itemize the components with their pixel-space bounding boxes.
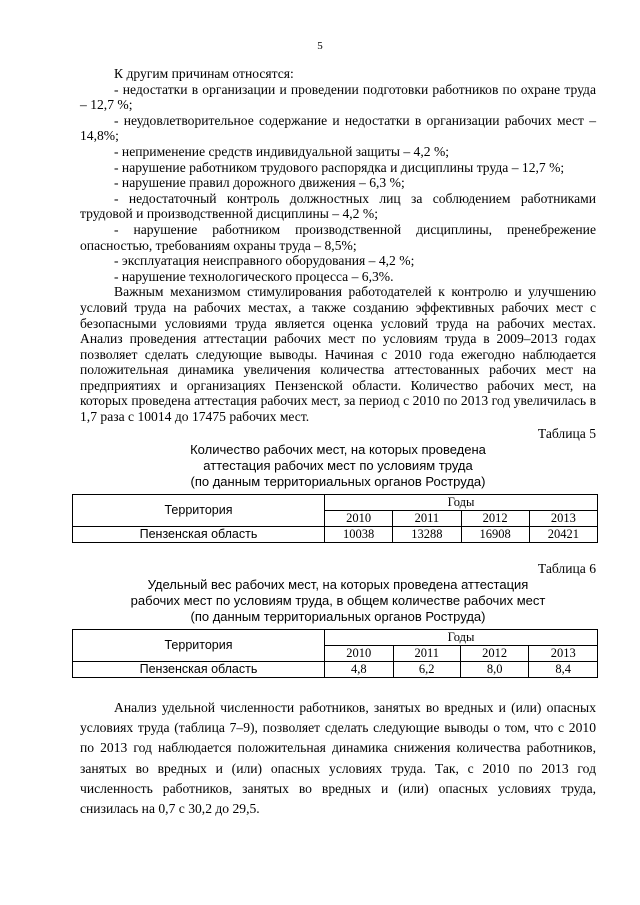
table6 — [72, 629, 598, 678]
table6-value: 8,0 — [460, 661, 529, 677]
attestation-paragraph: Важным механизмом стимулирования работодателей к контролю и улучшению условий труда на рабочих местах, а также созданию эффективных рабочих мест с безопасными условиями труда является оценка условий труда на рабочих местах. Анализ проведения аттестации рабочих мест по условиям труда в 2009–2013 годах позволяет сделать следующие выводы. Начиная с 2010 года ежегодно наблюдается положительная динамика увеличения количества аттестованных рабочих мест на предприятиях и организациях Пензенской области. Количество рабочих мест, на которых проведена аттестация рабочих мест, за период с 2010 по 2013 год увеличилась в 1,7 раза с 10014 до 17475 рабочих мест. — [80, 284, 596, 425]
table5-value: 10038 — [325, 526, 393, 542]
table6-caption-line: Удельный вес рабочих мест, на которых проведена аттестация — [147, 576, 529, 592]
table6-row-name: Пензенская область — [73, 661, 325, 677]
table5-year: 2013 — [529, 510, 597, 526]
table6-year: 2011 — [393, 645, 460, 661]
page-body — [80, 66, 596, 819]
table5-label: Таблица 5 — [537, 425, 596, 441]
reason-item: - нарушение работником производственной дисциплины, пренебрежение опасностью, требованиям охраны труда – 8,5%; — [80, 221, 596, 253]
reason-item: - нарушение работником трудового распорядка и дисциплины труда – 12,7 %; — [114, 159, 565, 175]
table6-caption-line: (по данным территориальных органов Роструда) — [190, 608, 486, 624]
table5-header-territory: Территория — [73, 494, 325, 526]
table5-caption-line: (по данным территориальных органов Роструда) — [190, 473, 486, 489]
reason-item: - недостатки в организации и проведении подготовки работников по охране труда – 12,7 %; — [80, 81, 596, 113]
page-number: 5 — [317, 40, 323, 52]
table5-caption — [80, 442, 596, 490]
table5-value: 20421 — [529, 526, 597, 542]
table5-value: 13288 — [393, 526, 461, 542]
reason-item: - эксплуатация неисправного оборудования – 4,2 %; — [114, 253, 415, 269]
table6-value: 6,2 — [393, 661, 460, 677]
table5-row-name: Пензенская область — [73, 526, 325, 542]
reasons-intro: К другим причинам относятся: — [114, 66, 294, 81]
table6-year: 2010 — [325, 645, 394, 661]
reason-item: - нарушение технологического процесса – 6,3%. — [114, 268, 394, 284]
table5-year: 2010 — [325, 510, 393, 526]
table5-year: 2012 — [461, 510, 529, 526]
table5-value: 16908 — [461, 526, 529, 542]
table5-caption-line: Количество рабочих мест, на которых проведена — [190, 441, 486, 457]
table5-year: 2011 — [393, 510, 461, 526]
table6-caption-line: рабочих мест по условиям труда, в общем количестве рабочих мест — [130, 592, 546, 608]
table6-header-years: Годы — [325, 629, 598, 645]
hazard-paragraph: Анализ удельной численности работников, занятых во вредных и (или) опасных условиях труда (таблица 7–9), позволяет сделать следующие выводы о том, что с 2010 по 2013 год наблюдается положительная динамика снижения количества работников, занятых во вредных и (или) опасных условиях труда. Так, с 2010 по 2013 год численность работников, занятых во вредных и (или) опасных условиях труда, снизилась на 0,7 с 30,2 до 29,5. — [80, 699, 596, 817]
table6-label: Таблица 6 — [537, 560, 596, 576]
table6-year: 2012 — [460, 645, 529, 661]
table5 — [72, 494, 598, 543]
table6-caption — [80, 577, 596, 625]
reason-item: - нарушение правил дорожного движения – 6,3 %; — [114, 175, 405, 191]
table6-value: 4,8 — [325, 661, 394, 677]
table6-year: 2013 — [529, 645, 598, 661]
reason-item: - недостаточный контроль должностных лиц за соблюдением работниками трудовой и производственной дисциплины – 4,2 %; — [80, 190, 596, 222]
table5-caption-line: аттестация рабочих мест по условиям труда — [203, 457, 473, 473]
table5-header-years: Годы — [325, 494, 598, 510]
table6-header-territory: Территория — [73, 629, 325, 661]
reason-item: - неприменение средств индивидуальной защиты – 4,2 %; — [114, 143, 450, 159]
table6-value: 8,4 — [529, 661, 598, 677]
reason-item: - неудовлетворительное содержание и недостатки в организации рабочих мест – 14,8%; — [80, 112, 596, 144]
